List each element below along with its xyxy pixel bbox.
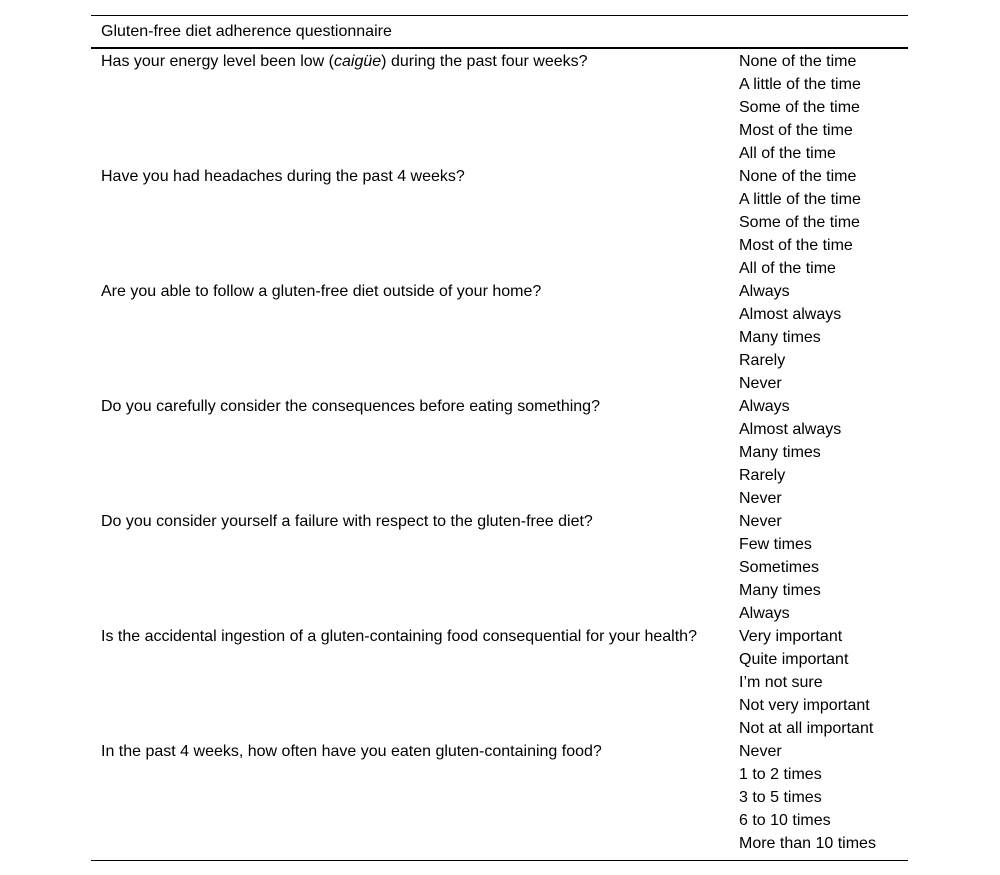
answer-option: A little of the time (739, 191, 861, 208)
answer-option: Most of the time (739, 122, 853, 139)
answer-options (739, 740, 908, 855)
answer-option: 6 to 10 times (739, 812, 831, 829)
answer-option: Almost always (739, 421, 842, 438)
answer-option: 1 to 2 times (739, 766, 822, 783)
questionnaire-table (91, 15, 908, 861)
answer-options (739, 280, 908, 395)
answer-option: Rarely (739, 467, 786, 484)
answer-option: 3 to 5 times (739, 789, 822, 806)
table-row (91, 625, 908, 740)
answer-options (739, 165, 908, 280)
answer-option: All of the time (739, 260, 836, 277)
answer-option: Some of the time (739, 214, 860, 231)
answer-options (739, 395, 908, 510)
answer-option: Many times (739, 582, 821, 599)
table-row (91, 165, 908, 280)
answer-option: None of the time (739, 53, 857, 70)
answer-option: Not very important (739, 697, 870, 714)
question-text-part: Have you had headaches during the past 4 weeks? (101, 168, 465, 185)
question-text (91, 395, 739, 510)
table-row (91, 280, 908, 395)
answer-option: Most of the time (739, 237, 853, 254)
question-text-part: Are you able to follow a gluten-free diet outside of your home? (101, 283, 542, 300)
answer-option: More than 10 times (739, 835, 876, 852)
question-text-part: Do you consider yourself a failure with respect to the gluten-free diet? (101, 513, 593, 530)
question-text-part: Has your energy level been low ( (101, 53, 335, 70)
answer-option: A little of the time (739, 76, 861, 93)
answer-option: Many times (739, 444, 821, 461)
question-text (91, 280, 739, 395)
answer-option: I’m not sure (739, 674, 823, 691)
answer-option: Almost always (739, 306, 842, 323)
question-text (91, 50, 739, 165)
answer-option: Not at all important (739, 720, 874, 737)
answer-option: Always (739, 605, 790, 622)
answer-option: Never (739, 743, 782, 760)
answer-option: Always (739, 283, 790, 300)
answer-option: Few times (739, 536, 812, 553)
answer-option: Sometimes (739, 559, 820, 576)
question-text-part: Is the accidental ingestion of a gluten-containing food consequential for your health? (101, 628, 697, 645)
question-text-part: In the past 4 weeks, how often have you eaten gluten-containing food? (101, 743, 602, 760)
table-body (91, 49, 908, 855)
question-text (91, 740, 739, 855)
question-text-part: Do you carefully consider the consequences before eating something? (101, 398, 600, 415)
table-bottom-rule (91, 860, 908, 861)
table-title: Gluten-free diet adherence questionnaire (101, 23, 392, 40)
answer-options (739, 625, 908, 740)
answer-option: Never (739, 513, 782, 530)
question-text-part: ) during the past four weeks? (381, 53, 588, 70)
table-row (91, 510, 908, 625)
answer-option: Always (739, 398, 790, 415)
answer-option: Very important (739, 628, 843, 645)
question-text (91, 165, 739, 280)
question-text-italic: caigüe (334, 53, 382, 70)
answer-options (739, 50, 908, 165)
answer-options (739, 510, 908, 625)
answer-option: Never (739, 490, 782, 507)
answer-option: All of the time (739, 145, 836, 162)
answer-option: Quite important (739, 651, 849, 668)
answer-option: Never (739, 375, 782, 392)
table-row (91, 50, 908, 165)
answer-option: Many times (739, 329, 821, 346)
question-text (91, 510, 739, 625)
answer-option: Rarely (739, 352, 786, 369)
answer-option: Some of the time (739, 99, 860, 116)
table-row (91, 740, 908, 855)
table-row (91, 395, 908, 510)
answer-option: None of the time (739, 168, 857, 185)
question-text (91, 625, 739, 740)
